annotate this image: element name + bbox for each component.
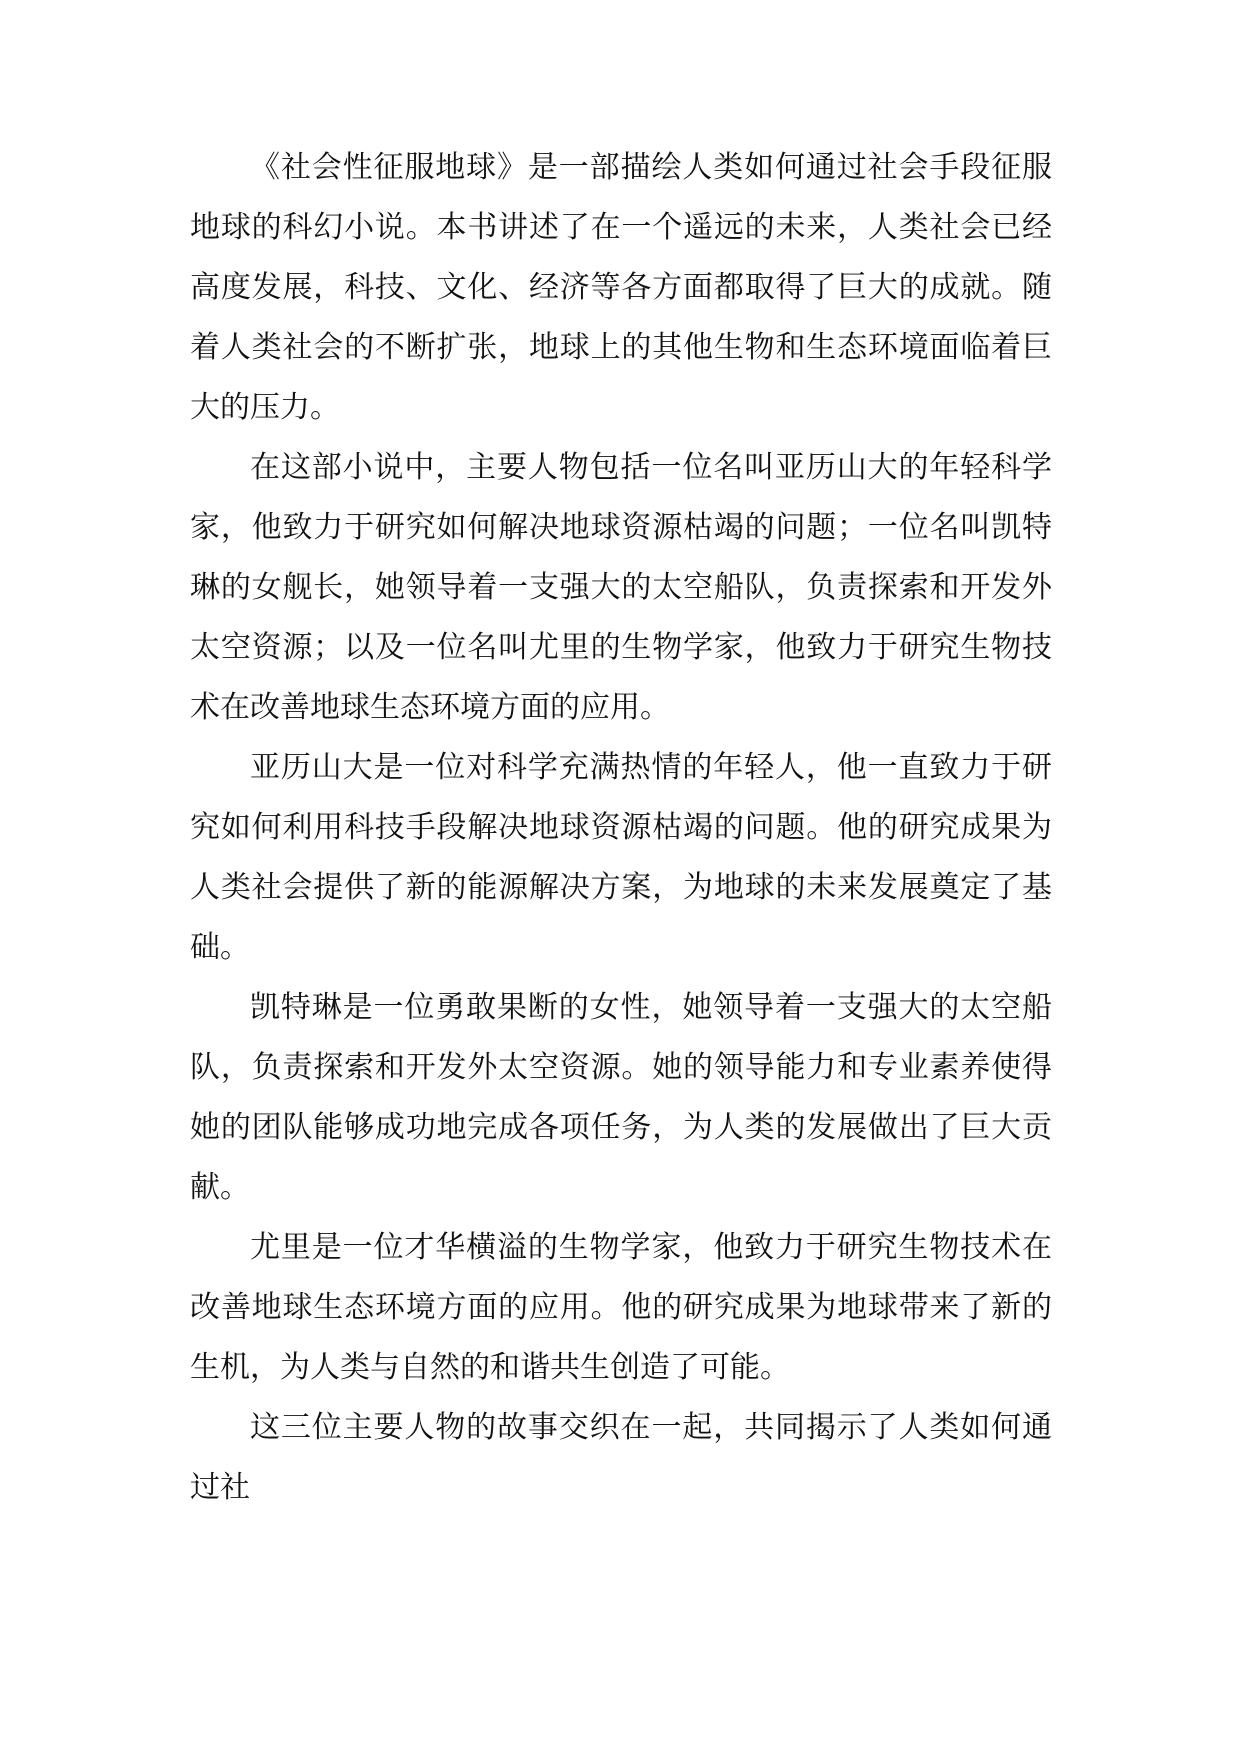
paragraph-intro: 《社会性征服地球》是一部描绘人类如何通过社会手段征服地球的科幻小说。本书讲述了在一个遥远的未来，人类社会已经高度发展，科技、文化、经济等各方面都取得了巨大的成就。随着人类社会的不断扩张，地球上的其他生物和生态环境面临着巨大的压力。 xyxy=(190,150,1052,425)
paragraph-conclusion: 这三位主要人物的故事交织在一起，共同揭示了人类如何通过社 xyxy=(190,1410,1052,1505)
paragraph-alexander: 亚历山大是一位对科学充满热情的年轻人，他一直致力于研究如何利用科技手段解决地球资源枯竭的问题。他的研究成果为人类社会提供了新的能源解决方案，为地球的未来发展奠定了基础。 xyxy=(190,750,1052,965)
paragraph-caitlin: 凯特琳是一位勇敢果断的女性，她领导着一支强大的太空船队，负责探索和开发外太空资源。她的领导能力和专业素养使得她的团队能够成功地完成各项任务，为人类的发展做出了巨大贡献。 xyxy=(190,990,1052,1205)
document-body xyxy=(190,138,1052,1518)
paragraph-yuri: 尤里是一位才华横溢的生物学家，他致力于研究生物技术在改善地球生态环境方面的应用。他的研究成果为地球带来了新的生机，为人类与自然的和谐共生创造了可能。 xyxy=(190,1230,1052,1385)
paragraph-characters: 在这部小说中，主要人物包括一位名叫亚历山大的年轻科学家，他致力于研究如何解决地球资源枯竭的问题；一位名叫凯特琳的女舰长，她领导着一支强大的太空船队，负责探索和开发外太空资源；以及一位名叫尤里的生物学家，他致力于研究生物技术在改善地球生态环境方面的应用。 xyxy=(190,450,1052,725)
